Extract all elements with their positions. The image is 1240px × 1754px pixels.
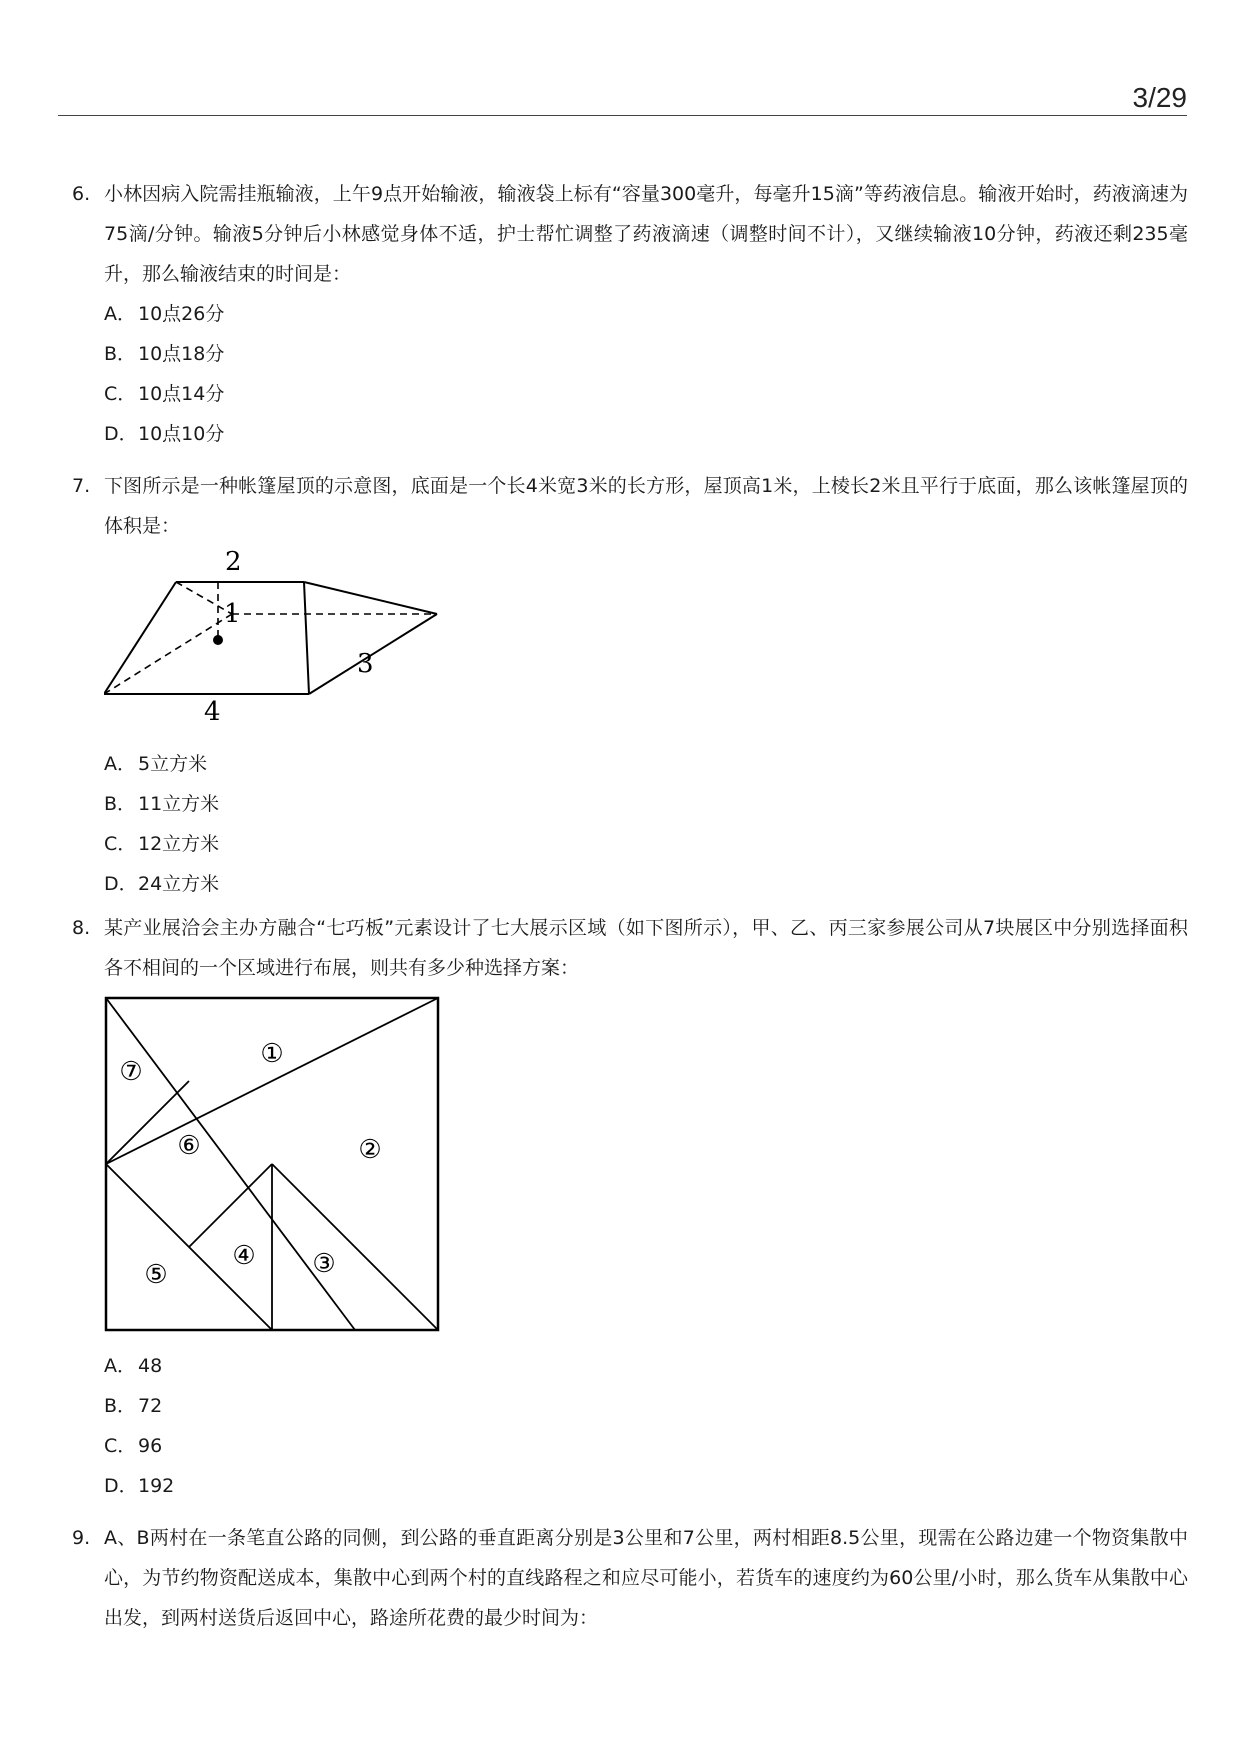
region-label-5: ⑤: [144, 1260, 168, 1290]
question-text: 下图所示是一种帐篷屋顶的示意图，底面是一个长4米宽3米的长方形，屋顶高1米，上棱长2米且平行于底面，那么该帐篷屋顶的体积是：: [104, 475, 1188, 537]
option-c[interactable]: [104, 374, 1188, 414]
option-list: [104, 744, 1188, 904]
option-b[interactable]: [104, 1386, 1188, 1426]
option-text: 10点10分: [138, 423, 225, 445]
question-8: [72, 908, 1188, 1506]
option-b[interactable]: [104, 334, 1188, 374]
option-a[interactable]: [104, 294, 1188, 334]
option-letter: D．: [104, 873, 138, 895]
option-letter: A．: [104, 1355, 136, 1377]
tent-roof-figure: [104, 546, 464, 726]
region-label-3: ③: [312, 1249, 336, 1279]
option-letter: D．: [104, 423, 138, 445]
option-d[interactable]: [104, 414, 1188, 454]
region-label-7: ⑦: [119, 1057, 143, 1087]
question-number: 9.: [72, 1527, 91, 1549]
option-letter: B．: [104, 343, 137, 365]
option-c[interactable]: [104, 1426, 1188, 1466]
question-number: 7.: [72, 475, 91, 497]
region-label-4: ④: [232, 1241, 256, 1271]
option-list: [104, 1346, 1188, 1506]
option-letter: B．: [104, 793, 137, 815]
option-c[interactable]: [104, 824, 1188, 864]
option-letter: A．: [104, 303, 136, 325]
question-text: 某产业展洽会主办方融合“七巧板”元素设计了七大展示区域（如下图所示），甲、乙、丙三家参展公司从7块展区中分别选择面积各不相间的一个区域进行布展，则共有多少种选择方案：: [104, 917, 1188, 979]
option-text: 10点14分: [138, 383, 225, 405]
option-text: 11立方米: [138, 793, 220, 815]
region-label-2: ②: [358, 1135, 382, 1165]
option-letter: A．: [104, 753, 136, 775]
option-a[interactable]: [104, 744, 1188, 784]
label-width: 3: [357, 649, 374, 679]
tangram-figure: [104, 996, 440, 1336]
question-7: [72, 466, 1188, 904]
option-text: 96: [138, 1435, 163, 1457]
option-text: 5立方米: [138, 753, 208, 775]
header-rule: [58, 115, 1187, 116]
question-text: A、B两村在一条笔直公路的同侧，到公路的垂直距离分别是3公里和7公里，两村相距8.5公里，现需在公路边建一个物资集散中心，为节约物资配送成本，集散中心到两个村的直线路程之和应尽可能小，若货车的速度约为60公里/小时，那么货车从集散中心出发，到两村送货后返回中心，路途所花费的最少时间为：: [104, 1527, 1188, 1629]
option-text: 12立方米: [138, 833, 220, 855]
question-number: 6.: [72, 183, 91, 205]
apex-foot-dot: [213, 635, 223, 645]
region-label-1: ①: [260, 1039, 284, 1069]
option-letter: D．: [104, 1475, 138, 1497]
option-d[interactable]: [104, 1466, 1188, 1506]
option-a[interactable]: [104, 1346, 1188, 1386]
option-letter: C．: [104, 383, 137, 405]
option-text: 72: [138, 1395, 163, 1417]
question-number: 8.: [72, 917, 91, 939]
option-b[interactable]: [104, 784, 1188, 824]
option-text: 48: [138, 1355, 163, 1377]
option-letter: C．: [104, 833, 137, 855]
question-text: 小林因病入院需挂瓶输液，上午9点开始输液，输液袋上标有“容量300毫升，每毫升15滴”等药液信息。输液开始时，药液滴速为75滴/分钟。输液5分钟后小林感觉身体不适，护士帮忙调整了药液滴速（调整时间不计），又继续输液10分钟，药液还剩235毫升，那么输液结束的时间是：: [104, 183, 1188, 285]
page-number: 3/29: [1132, 82, 1187, 113]
label-top-edge: 2: [225, 547, 242, 577]
option-letter: B．: [104, 1395, 137, 1417]
option-text: 24立方米: [138, 873, 220, 895]
option-text: 192: [138, 1475, 175, 1497]
region-label-6: ⑥: [177, 1131, 201, 1161]
option-text: 10点26分: [138, 303, 225, 325]
label-length: 4: [204, 697, 221, 726]
question-6: [72, 174, 1188, 454]
question-9: [72, 1518, 1188, 1638]
option-list: [104, 294, 1188, 454]
label-height: 1: [224, 599, 241, 629]
option-text: 10点18分: [138, 343, 225, 365]
option-d[interactable]: [104, 864, 1188, 904]
option-letter: C．: [104, 1435, 137, 1457]
